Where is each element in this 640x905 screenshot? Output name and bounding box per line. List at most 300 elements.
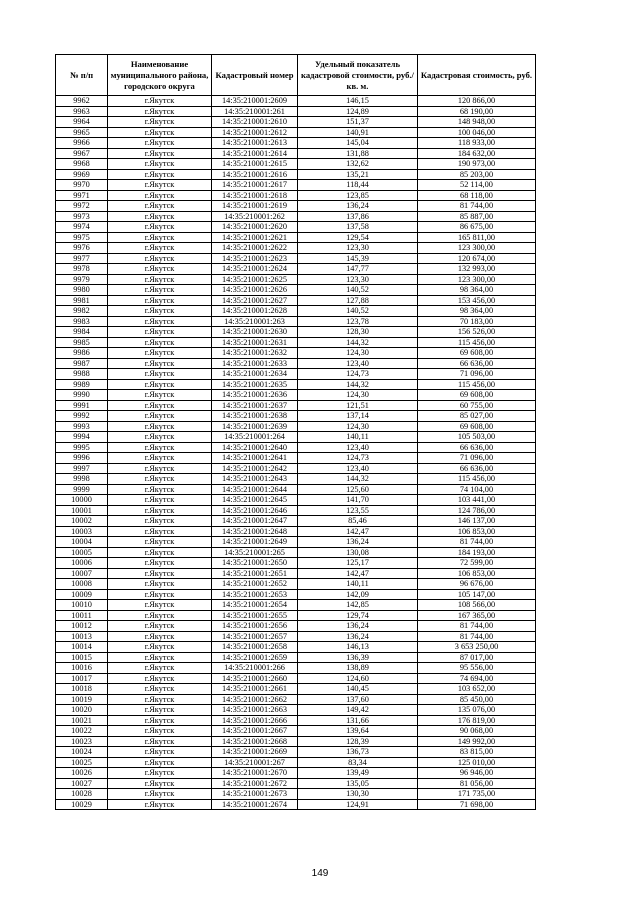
cell-cadastral-number: 14:35:210001:2663 [212, 705, 298, 716]
cell-region: г.Якутск [108, 589, 212, 600]
cell-region: г.Якутск [108, 306, 212, 317]
cell-region: г.Якутск [108, 453, 212, 464]
cell-specific-value: 140,91 [298, 127, 418, 138]
cell-cadastral-number: 14:35:210001:264 [212, 432, 298, 443]
cell-row-number: 9983 [56, 316, 108, 327]
cell-cadastral-cost: 98 364,00 [418, 285, 536, 296]
table-row [56, 694, 536, 705]
table-row [56, 379, 536, 390]
cell-row-number: 10026 [56, 768, 108, 779]
cell-region: г.Якутск [108, 348, 212, 359]
cell-row-number: 9977 [56, 253, 108, 264]
cell-region: г.Якутск [108, 652, 212, 663]
cell-cadastral-cost: 123 300,00 [418, 274, 536, 285]
cell-specific-value: 131,88 [298, 148, 418, 159]
cell-row-number: 9997 [56, 463, 108, 474]
cell-cadastral-number: 14:35:210001:2637 [212, 400, 298, 411]
cell-region: г.Якутск [108, 715, 212, 726]
cell-cadastral-number: 14:35:210001:267 [212, 757, 298, 768]
cell-specific-value: 138,89 [298, 663, 418, 674]
cell-row-number: 10009 [56, 589, 108, 600]
header-cadastral-number: Кадастровый номер [212, 55, 298, 96]
cell-row-number: 10003 [56, 526, 108, 537]
cell-row-number: 9963 [56, 106, 108, 117]
cell-region: г.Якутск [108, 169, 212, 180]
cell-cadastral-number: 14:35:210001:2656 [212, 621, 298, 632]
cell-cadastral-cost: 81 056,00 [418, 778, 536, 789]
cell-cadastral-cost: 115 456,00 [418, 337, 536, 348]
cell-cadastral-number: 14:35:210001:2612 [212, 127, 298, 138]
cell-region: г.Якутск [108, 159, 212, 170]
cell-row-number: 10002 [56, 516, 108, 527]
cell-row-number: 9967 [56, 148, 108, 159]
cell-cadastral-number: 14:35:210001:2672 [212, 778, 298, 789]
cell-specific-value: 123,30 [298, 243, 418, 254]
table-row [56, 348, 536, 359]
cell-row-number: 9969 [56, 169, 108, 180]
table-row [56, 526, 536, 537]
table-row [56, 505, 536, 516]
cell-cadastral-cost: 86 675,00 [418, 222, 536, 233]
cell-region: г.Якутск [108, 285, 212, 296]
cell-region: г.Якутск [108, 295, 212, 306]
cell-cadastral-cost: 106 853,00 [418, 568, 536, 579]
cell-specific-value: 144,32 [298, 379, 418, 390]
cell-row-number: 9979 [56, 274, 108, 285]
cell-cadastral-number: 14:35:210001:2658 [212, 642, 298, 653]
table-row [56, 778, 536, 789]
cell-row-number: 9998 [56, 474, 108, 485]
cell-cadastral-number: 14:35:210001:2633 [212, 358, 298, 369]
cell-cadastral-number: 14:35:210001:2666 [212, 715, 298, 726]
cell-row-number: 10012 [56, 621, 108, 632]
cell-cadastral-cost: 66 636,00 [418, 442, 536, 453]
cell-cadastral-cost: 167 365,00 [418, 610, 536, 621]
cell-row-number: 10018 [56, 684, 108, 695]
cell-region: г.Якутск [108, 222, 212, 233]
cell-specific-value: 124,89 [298, 106, 418, 117]
cell-row-number: 10029 [56, 799, 108, 810]
cell-cadastral-cost: 69 608,00 [418, 390, 536, 401]
cell-specific-value: 141,70 [298, 495, 418, 506]
cell-row-number: 9990 [56, 390, 108, 401]
cell-cadastral-cost: 132 993,00 [418, 264, 536, 275]
cell-cadastral-cost: 87 017,00 [418, 652, 536, 663]
table-row [56, 600, 536, 611]
cell-row-number: 10020 [56, 705, 108, 716]
table-row [56, 642, 536, 653]
cell-row-number: 10007 [56, 568, 108, 579]
cell-region: г.Якутск [108, 243, 212, 254]
cell-specific-value: 123,40 [298, 463, 418, 474]
cell-row-number: 9978 [56, 264, 108, 275]
cell-cadastral-number: 14:35:210001:2673 [212, 789, 298, 800]
cell-specific-value: 136,24 [298, 621, 418, 632]
cell-region: г.Якутск [108, 642, 212, 653]
cell-cadastral-number: 14:35:210001:265 [212, 547, 298, 558]
cell-cadastral-cost: 85 203,00 [418, 169, 536, 180]
cell-specific-value: 144,32 [298, 474, 418, 485]
cell-region: г.Якутск [108, 190, 212, 201]
cell-region: г.Якутск [108, 369, 212, 380]
cell-region: г.Якутск [108, 789, 212, 800]
table-row [56, 747, 536, 758]
cell-region: г.Якутск [108, 327, 212, 338]
cell-cadastral-number: 14:35:210001:2651 [212, 568, 298, 579]
table-row [56, 117, 536, 128]
cell-row-number: 9986 [56, 348, 108, 359]
cell-specific-value: 127,88 [298, 295, 418, 306]
cell-cadastral-number: 14:35:210001:2667 [212, 726, 298, 737]
cell-cadastral-number: 14:35:210001:2625 [212, 274, 298, 285]
cell-region: г.Якутск [108, 726, 212, 737]
cell-cadastral-number: 14:35:210001:2632 [212, 348, 298, 359]
table-row [56, 432, 536, 443]
table-row [56, 411, 536, 422]
cell-cadastral-cost: 69 608,00 [418, 421, 536, 432]
cell-row-number: 9995 [56, 442, 108, 453]
cell-region: г.Якутск [108, 264, 212, 275]
cell-cadastral-cost: 81 744,00 [418, 621, 536, 632]
cell-cadastral-cost: 68 118,00 [418, 190, 536, 201]
cell-row-number: 9988 [56, 369, 108, 380]
cell-region: г.Якутск [108, 474, 212, 485]
cell-cadastral-cost: 74 104,00 [418, 484, 536, 495]
cell-region: г.Якутск [108, 663, 212, 674]
cell-row-number: 10019 [56, 694, 108, 705]
cell-region: г.Якутск [108, 148, 212, 159]
cell-row-number: 10024 [56, 747, 108, 758]
table-row [56, 127, 536, 138]
cell-region: г.Якутск [108, 631, 212, 642]
cell-cadastral-number: 14:35:210001:2636 [212, 390, 298, 401]
cell-cadastral-cost: 3 653 250,00 [418, 642, 536, 653]
cell-region: г.Якутск [108, 736, 212, 747]
table-row [56, 715, 536, 726]
cell-cadastral-number: 14:35:210001:2653 [212, 589, 298, 600]
cell-region: г.Якутск [108, 274, 212, 285]
cell-region: г.Якутск [108, 379, 212, 390]
cell-region: г.Якутск [108, 411, 212, 422]
cell-cadastral-number: 14:35:210001:2614 [212, 148, 298, 159]
table-row [56, 316, 536, 327]
cell-cadastral-cost: 96 676,00 [418, 579, 536, 590]
cell-cadastral-cost: 103 652,00 [418, 684, 536, 695]
cell-specific-value: 137,14 [298, 411, 418, 422]
cell-cadastral-cost: 120 674,00 [418, 253, 536, 264]
cell-row-number: 10015 [56, 652, 108, 663]
cell-row-number: 9972 [56, 201, 108, 212]
cell-region: г.Якутск [108, 421, 212, 432]
cell-region: г.Якутск [108, 432, 212, 443]
cell-specific-value: 136,24 [298, 537, 418, 548]
cell-region: г.Якутск [108, 232, 212, 243]
cell-specific-value: 145,04 [298, 138, 418, 149]
table-row [56, 201, 536, 212]
cell-cadastral-cost: 146 137,00 [418, 516, 536, 527]
cell-cadastral-cost: 85 027,00 [418, 411, 536, 422]
cell-region: г.Якутск [108, 138, 212, 149]
cell-region: г.Якутск [108, 526, 212, 537]
cell-specific-value: 124,73 [298, 369, 418, 380]
cell-cadastral-number: 14:35:210001:2628 [212, 306, 298, 317]
cell-region: г.Якутск [108, 568, 212, 579]
cell-row-number: 9971 [56, 190, 108, 201]
cell-region: г.Якутск [108, 201, 212, 212]
cell-cadastral-number: 14:35:210001:2627 [212, 295, 298, 306]
cadastral-table [55, 54, 536, 810]
cell-cadastral-number: 14:35:210001:2660 [212, 673, 298, 684]
table-row [56, 274, 536, 285]
table-row [56, 442, 536, 453]
cell-row-number: 9966 [56, 138, 108, 149]
table-row [56, 621, 536, 632]
cell-cadastral-cost: 74 694,00 [418, 673, 536, 684]
cell-region: г.Якутск [108, 747, 212, 758]
cell-region: г.Якутск [108, 757, 212, 768]
cell-row-number: 10014 [56, 642, 108, 653]
cell-region: г.Якутск [108, 180, 212, 191]
cell-cadastral-cost: 103 441,00 [418, 495, 536, 506]
cell-cadastral-cost: 90 068,00 [418, 726, 536, 737]
cell-specific-value: 140,11 [298, 432, 418, 443]
cell-specific-value: 131,66 [298, 715, 418, 726]
cell-cadastral-number: 14:35:210001:2622 [212, 243, 298, 254]
cell-cadastral-cost: 81 744,00 [418, 631, 536, 642]
cell-cadastral-cost: 85 450,00 [418, 694, 536, 705]
cell-row-number: 9999 [56, 484, 108, 495]
table-row [56, 537, 536, 548]
table-row [56, 96, 536, 107]
cell-row-number: 10000 [56, 495, 108, 506]
cell-specific-value: 137,60 [298, 694, 418, 705]
cell-cadastral-cost: 115 456,00 [418, 379, 536, 390]
cell-row-number: 10017 [56, 673, 108, 684]
cell-specific-value: 123,55 [298, 505, 418, 516]
cell-cadastral-cost: 190 973,00 [418, 159, 536, 170]
cell-cadastral-number: 14:35:210001:2661 [212, 684, 298, 695]
cell-region: г.Якутск [108, 684, 212, 695]
cell-specific-value: 130,08 [298, 547, 418, 558]
cell-row-number: 10004 [56, 537, 108, 548]
table-row [56, 558, 536, 569]
cell-cadastral-number: 14:35:210001:2619 [212, 201, 298, 212]
cell-row-number: 10025 [56, 757, 108, 768]
cell-cadastral-cost: 81 744,00 [418, 537, 536, 548]
cell-region: г.Якутск [108, 694, 212, 705]
table-row [56, 264, 536, 275]
cell-specific-value: 147,77 [298, 264, 418, 275]
cell-region: г.Якутск [108, 211, 212, 222]
cell-specific-value: 137,86 [298, 211, 418, 222]
cell-region: г.Якутск [108, 537, 212, 548]
cell-cadastral-number: 14:35:210001:2615 [212, 159, 298, 170]
cell-cadastral-cost: 69 608,00 [418, 348, 536, 359]
table-row [56, 495, 536, 506]
cell-row-number: 10011 [56, 610, 108, 621]
table-row [56, 484, 536, 495]
cell-specific-value: 140,45 [298, 684, 418, 695]
cell-specific-value: 124,60 [298, 673, 418, 684]
cell-specific-value: 128,30 [298, 327, 418, 338]
table-row [56, 180, 536, 191]
table-row [56, 337, 536, 348]
table-row [56, 726, 536, 737]
cell-cadastral-cost: 66 636,00 [418, 463, 536, 474]
cell-cadastral-number: 14:35:210001:2657 [212, 631, 298, 642]
cell-specific-value: 123,78 [298, 316, 418, 327]
cell-cadastral-number: 14:35:210001:2623 [212, 253, 298, 264]
cell-cadastral-number: 14:35:210001:2662 [212, 694, 298, 705]
cell-specific-value: 121,51 [298, 400, 418, 411]
cell-specific-value: 139,64 [298, 726, 418, 737]
cell-specific-value: 124,73 [298, 453, 418, 464]
table-row [56, 757, 536, 768]
cell-cadastral-cost: 108 566,00 [418, 600, 536, 611]
cell-row-number: 10022 [56, 726, 108, 737]
table-row [56, 673, 536, 684]
cell-specific-value: 135,21 [298, 169, 418, 180]
cell-region: г.Якутск [108, 96, 212, 107]
cell-cadastral-number: 14:35:210001:2659 [212, 652, 298, 663]
cell-cadastral-number: 14:35:210001:266 [212, 663, 298, 674]
cell-cadastral-number: 14:35:210001:2634 [212, 369, 298, 380]
table-row [56, 253, 536, 264]
cell-row-number: 9973 [56, 211, 108, 222]
cell-cadastral-number: 14:35:210001:2650 [212, 558, 298, 569]
table-row [56, 736, 536, 747]
cell-specific-value: 149,42 [298, 705, 418, 716]
table-row [56, 474, 536, 485]
table-row [56, 652, 536, 663]
cell-region: г.Якутск [108, 673, 212, 684]
cell-cadastral-cost: 72 599,00 [418, 558, 536, 569]
cell-cadastral-cost: 71 096,00 [418, 369, 536, 380]
cell-region: г.Якутск [108, 117, 212, 128]
cell-cadastral-number: 14:35:210001:2641 [212, 453, 298, 464]
cell-cadastral-cost: 123 300,00 [418, 243, 536, 254]
table-row [56, 190, 536, 201]
table-row [56, 547, 536, 558]
cell-cadastral-number: 14:35:210001:2616 [212, 169, 298, 180]
cell-cadastral-cost: 184 193,00 [418, 547, 536, 558]
cell-cadastral-number: 14:35:210001:2648 [212, 526, 298, 537]
cell-row-number: 9981 [56, 295, 108, 306]
cell-row-number: 9982 [56, 306, 108, 317]
cell-specific-value: 142,47 [298, 526, 418, 537]
cell-region: г.Якутск [108, 316, 212, 327]
cell-region: г.Якутск [108, 768, 212, 779]
cell-cadastral-cost: 95 556,00 [418, 663, 536, 674]
cell-specific-value: 136,73 [298, 747, 418, 758]
cell-row-number: 9987 [56, 358, 108, 369]
page-number: 149 [311, 868, 329, 879]
cell-row-number: 9996 [56, 453, 108, 464]
table-row [56, 568, 536, 579]
cell-region: г.Якутск [108, 106, 212, 117]
cell-row-number: 9984 [56, 327, 108, 338]
cell-cadastral-cost: 71 096,00 [418, 453, 536, 464]
cell-cadastral-number: 14:35:210001:2643 [212, 474, 298, 485]
cell-specific-value: 125,17 [298, 558, 418, 569]
cell-cadastral-number: 14:35:210001:2639 [212, 421, 298, 432]
table-row [56, 453, 536, 464]
cell-specific-value: 140,52 [298, 285, 418, 296]
table-row [56, 768, 536, 779]
table-row [56, 390, 536, 401]
cell-cadastral-number: 14:35:210001:262 [212, 211, 298, 222]
cell-cadastral-cost: 81 744,00 [418, 201, 536, 212]
cell-cadastral-cost: 149 992,00 [418, 736, 536, 747]
cell-cadastral-number: 14:35:210001:2609 [212, 96, 298, 107]
cell-row-number: 9974 [56, 222, 108, 233]
cell-specific-value: 146,15 [298, 96, 418, 107]
cell-specific-value: 135,05 [298, 778, 418, 789]
cell-cadastral-cost: 105 503,00 [418, 432, 536, 443]
cell-cadastral-cost: 71 698,00 [418, 799, 536, 810]
cell-specific-value: 123,85 [298, 190, 418, 201]
cell-specific-value: 136,24 [298, 631, 418, 642]
table-row [56, 631, 536, 642]
cell-region: г.Якутск [108, 463, 212, 474]
cell-cadastral-number: 14:35:210001:2621 [212, 232, 298, 243]
table-row [56, 589, 536, 600]
cell-cadastral-cost: 96 946,00 [418, 768, 536, 779]
cell-cadastral-number: 14:35:210001:2631 [212, 337, 298, 348]
cell-region: г.Якутск [108, 484, 212, 495]
cell-specific-value: 124,91 [298, 799, 418, 810]
cell-cadastral-number: 14:35:210001:2638 [212, 411, 298, 422]
table-body [56, 96, 536, 810]
cell-row-number: 10010 [56, 600, 108, 611]
cell-row-number: 9964 [56, 117, 108, 128]
cell-specific-value: 85,46 [298, 516, 418, 527]
table-row [56, 705, 536, 716]
cell-cadastral-number: 14:35:210001:2624 [212, 264, 298, 275]
cell-region: г.Якутск [108, 390, 212, 401]
cell-cadastral-cost: 156 526,00 [418, 327, 536, 338]
header-region: Наименование муниципального района, городского округа [108, 55, 212, 96]
cell-row-number: 10016 [56, 663, 108, 674]
cell-cadastral-cost: 83 815,00 [418, 747, 536, 758]
cell-row-number: 9989 [56, 379, 108, 390]
cell-cadastral-cost: 153 456,00 [418, 295, 536, 306]
cell-region: г.Якутск [108, 705, 212, 716]
header-specific-value: Удельный показатель кадастровой стоимости, руб./кв. м. [298, 55, 418, 96]
cell-specific-value: 142,85 [298, 600, 418, 611]
cell-cadastral-number: 14:35:210001:2654 [212, 600, 298, 611]
cell-cadastral-number: 14:35:210001:2670 [212, 768, 298, 779]
cell-region: г.Якутск [108, 610, 212, 621]
cell-cadastral-cost: 105 147,00 [418, 589, 536, 600]
table-row [56, 516, 536, 527]
cell-cadastral-cost: 106 853,00 [418, 526, 536, 537]
table-row [56, 358, 536, 369]
cell-cadastral-number: 14:35:210001:263 [212, 316, 298, 327]
cell-cadastral-number: 14:35:210001:2644 [212, 484, 298, 495]
cell-cadastral-cost: 66 636,00 [418, 358, 536, 369]
table-header-row [56, 55, 536, 96]
cell-cadastral-cost: 125 010,00 [418, 757, 536, 768]
table-row [56, 789, 536, 800]
cell-cadastral-number: 14:35:210001:2655 [212, 610, 298, 621]
table-row [56, 243, 536, 254]
cell-region: г.Якутск [108, 778, 212, 789]
cell-specific-value: 123,30 [298, 274, 418, 285]
cell-region: г.Якутск [108, 442, 212, 453]
table-row [56, 369, 536, 380]
cell-specific-value: 136,39 [298, 652, 418, 663]
